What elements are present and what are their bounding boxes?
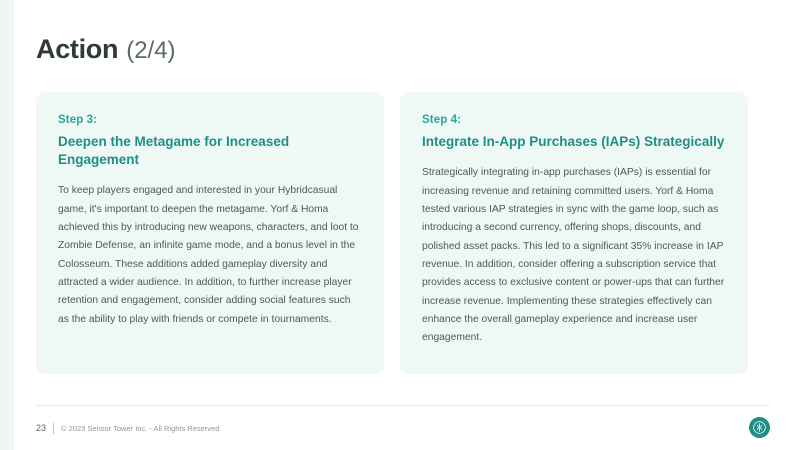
step-body: Strategically integrating in-app purchases (IAPs) is essential for increasing revenue and retaining committed users. Yorf & Homa tested various IAP strategies in sync with the game loop, such as introducing a second currency, offering shops, discounts, and polished asset packs. This led to a significant 35% increase in IAP revenue. In addition, consider offering a subscription service that provides access to exclusive content or power-ups that can further increase revenue. Implementing these strategies effectively can enhance the overall gameplay experience and increase user engagement.: [422, 167, 725, 344]
copyright-text: © 2023 Sensor Tower Inc. - All Rights Reserved: [61, 423, 220, 433]
page-title-counter: (2/4): [126, 37, 176, 64]
left-accent-rail: [0, 0, 14, 450]
step-heading: Integrate In-App Purchases (IAPs) Strategically: [422, 134, 725, 149]
step-label: Step 3:: [58, 114, 98, 126]
step-heading: Deepen the Metagame for Increased Engagement: [58, 134, 290, 168]
sensor-tower-logo-icon: [749, 417, 770, 438]
step-label: Step 4:: [422, 114, 462, 126]
footer-divider: [53, 423, 54, 434]
page-title-main: Action: [36, 34, 119, 64]
page-title: [36, 34, 176, 65]
step-body: To keep players engaged and interested in your Hybridcasual game, it's important to deepen the metagame. Yorf & Homa achieved this by introducing new weapons, characters, and loot to Zombie Defense, an infinite game mode, and a bonus level in the Colosseum. These additions added gameplay diversity and attracted a wider audience. In addition, to further increase player retention and engagement, consider adding social features such as the ability to play with friends or compete in tournaments.: [58, 185, 359, 325]
footer: [36, 405, 770, 450]
page-number: 23: [36, 423, 47, 433]
card-list: [36, 92, 764, 374]
step-card: [400, 92, 748, 374]
step-card: [36, 92, 384, 374]
